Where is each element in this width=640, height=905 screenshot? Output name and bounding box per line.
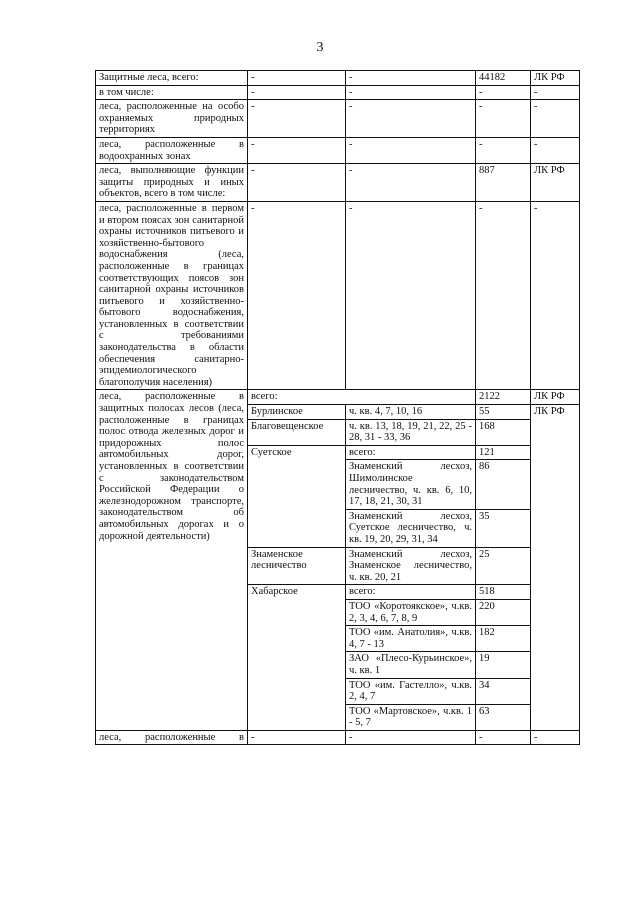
basis-value: - — [531, 85, 580, 100]
area-value: 35 — [476, 509, 531, 547]
area-value: 63 — [476, 704, 531, 730]
cell-value: - — [248, 164, 346, 202]
area-value: 121 — [476, 445, 531, 460]
sub-desc: Знаменский лесхоз, Знаменское лесничество, ч. кв. 20, 21 — [346, 547, 476, 585]
sub-desc: ТОО «Коротоякское», ч.кв. 2, 3, 4, 6, 7, 8, 9 — [346, 599, 476, 625]
row-label: леса, расположенные в водоохранных зонах — [96, 137, 248, 163]
row-label: леса, расположенные в первом и втором поясах зон санитарной охраны источников питьевого и хозяйственно-бытового водоснабжения (леса, расположенные в границах соответствующих поясов зон санитарной охраны источников питьевого и хозяйственно-бытового водоснабжения, установленных в соответствии с требованиями законодательства в области обеспечения санитарно-эпидемиологического благополучия населения) — [96, 201, 248, 390]
row-label: Защитные леса, всего: — [96, 71, 248, 86]
basis-value: - — [531, 201, 580, 390]
district-name: Бурлинское — [248, 405, 346, 420]
area-value: - — [476, 201, 531, 390]
area-value: 34 — [476, 678, 531, 704]
table-row — [96, 100, 580, 138]
district-name: Суетское — [248, 445, 346, 547]
area-value: 2122 — [476, 390, 531, 405]
row-label: в том числе: — [96, 85, 248, 100]
cell-value: - — [248, 85, 346, 100]
area-value: - — [476, 85, 531, 100]
table-row — [96, 71, 580, 86]
cell-value: - — [346, 71, 476, 86]
sub-desc: ТОО «Мартовское», ч.кв. 1 - 5, 7 — [346, 704, 476, 730]
sub-desc: ЗАО «Плесо-Курьинское», ч. кв. 1 — [346, 652, 476, 678]
row-label: леса, расположенные на особо охраняемых природных территориях — [96, 100, 248, 138]
basis-value: ЛК РФ — [531, 390, 580, 405]
area-value: 25 — [476, 547, 531, 585]
sub-desc: Знаменский лесхоз, Суетское лесничество, ч. кв. 19, 20, 29, 31, 34 — [346, 509, 476, 547]
page-number: 3 — [316, 40, 324, 55]
basis-value: - — [531, 730, 580, 745]
basis-value: ЛК РФ — [531, 164, 580, 202]
cell-value: - — [346, 164, 476, 202]
forest-table — [95, 70, 580, 745]
area-value: 887 — [476, 164, 531, 202]
cell-value: - — [346, 85, 476, 100]
cell-value: - — [346, 100, 476, 138]
quarters: ч. кв. 13, 18, 19, 21, 22, 25 - 28, 31 - 33, 36 — [346, 419, 476, 445]
table-row — [96, 164, 580, 202]
cell-value: - — [248, 201, 346, 390]
district-name: Знаменское лесничество — [248, 547, 346, 585]
total-label: всего: — [346, 585, 476, 600]
total-label: всего: — [248, 390, 476, 405]
area-value: 518 — [476, 585, 531, 600]
cell-value: - — [346, 730, 476, 745]
area-value: - — [476, 100, 531, 138]
row-label: леса, расположенные в — [96, 730, 248, 745]
cell-value: - — [346, 201, 476, 390]
area-value: 55 — [476, 405, 531, 420]
cell-value: - — [346, 137, 476, 163]
cell-value: - — [248, 71, 346, 86]
sub-desc: ТОО «им. Гастелло», ч.кв. 2, 4, 7 — [346, 678, 476, 704]
sub-desc: ТОО «им. Анатолия», ч.кв. 4, 7 - 13 — [346, 626, 476, 652]
row-label: леса, выполняющие функции защиты природных и иных объектов, всего в том числе: — [96, 164, 248, 202]
sub-desc: Знаменский лесхоз, Шимолинское лесничество, ч. кв. 6, 10, 17, 18, 21, 30, 31 — [346, 460, 476, 509]
area-value: 44182 — [476, 71, 531, 86]
table-row — [96, 730, 580, 745]
area-value: 86 — [476, 460, 531, 509]
basis-value: - — [531, 137, 580, 163]
basis-value: ЛК РФ — [531, 405, 580, 731]
cell-value: - — [248, 100, 346, 138]
area-value: - — [476, 137, 531, 163]
district-name: Благовещенское — [248, 419, 346, 445]
basis-value: - — [531, 100, 580, 138]
cell-value: - — [248, 730, 346, 745]
table-row — [96, 137, 580, 163]
basis-value: ЛК РФ — [531, 71, 580, 86]
row-label: леса, расположенные в защитных полосах лесов (леса, расположенные в границах полос отвода железных дорог и придорожных полос автомобильных дорог, установленных в соответствии с законодательством Российской Федерации о железнодорожном транспорте, законодательством об автомобильных дорогах и о дорожной деятельности) — [96, 390, 248, 730]
table-row — [96, 390, 580, 405]
district-name: Хабарское — [248, 585, 346, 731]
area-value: 220 — [476, 599, 531, 625]
area-value: 168 — [476, 419, 531, 445]
table-row — [96, 85, 580, 100]
area-value: 19 — [476, 652, 531, 678]
cell-value: - — [248, 137, 346, 163]
area-value: 182 — [476, 626, 531, 652]
total-label: всего: — [346, 445, 476, 460]
quarters: ч. кв. 4, 7, 10, 16 — [346, 405, 476, 420]
table-row — [96, 201, 580, 390]
area-value: - — [476, 730, 531, 745]
